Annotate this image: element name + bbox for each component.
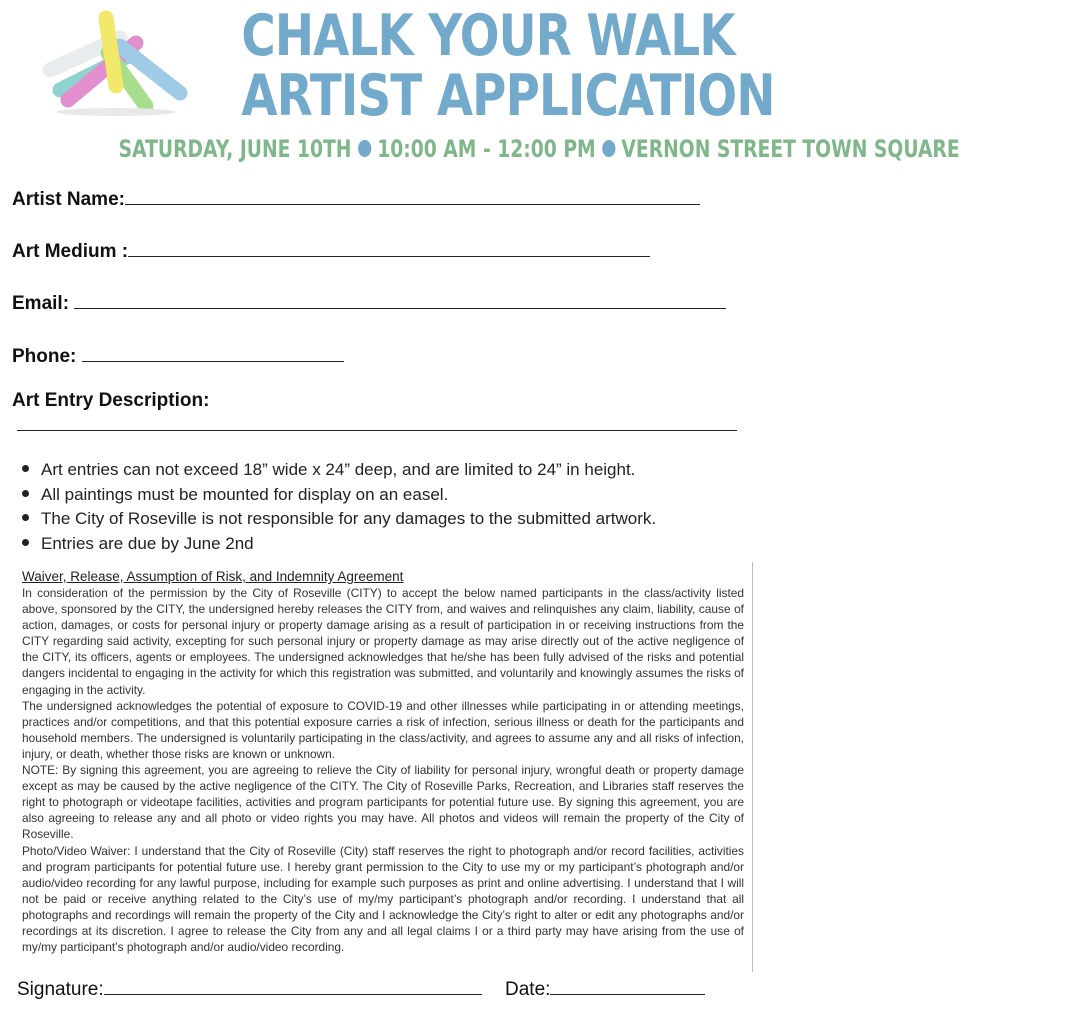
bullet-icon bbox=[22, 539, 29, 546]
title-line-1: CHALK YOUR WALK bbox=[241, 3, 735, 69]
phone-field[interactable] bbox=[12, 345, 344, 368]
waiver-title: Waiver, Release, Assumption of Risk, and Indemnity Agreement bbox=[22, 569, 404, 584]
entry-rules-list bbox=[22, 458, 656, 556]
bullet-icon bbox=[22, 490, 29, 497]
title-line-2: ARTIST APPLICATION bbox=[241, 63, 775, 129]
artist-name-field[interactable] bbox=[12, 188, 700, 211]
artist-name-label: Artist Name: bbox=[12, 189, 125, 210]
waiver-paragraph: Photo/Video Waiver: I understand that the City of Roseville (City) staff reserves the right to photograph and/or record facilities, activities and program participants for potential future use. I hereby grant permission to the City to use my or my participant’s photograph and/or audio/video recording for any lawful purpose, including for example such purposes as print and online advertising. I understand that I will not be paid or receive anything related to the City’s use of my/my participant’s photograph and/or recording. I understand that all photographs and recordings will remain the property of the City and I acknowledge the City’s right to alter or edit any photographs and/or recordings at its discretion. I agree to release the City from any and all legal claims I or a third party may have arising from the use of my/my participant’s photograph and/or audio/video recording. bbox=[22, 843, 744, 955]
yellow-chalk-stick bbox=[106, 18, 116, 86]
art-entry-description-line[interactable] bbox=[17, 430, 737, 431]
email-label: Email: bbox=[12, 293, 70, 314]
waiver-paragraph: The undersigned acknowledges the potential of exposure to COVID-19 and other illnesses while participating in or attending meetings, practices and/or competitions, and that this potential exposure carries a risk of infection, serious illness or death for the participants and household members. The undersigned is voluntarily participating in the class/activity, and agrees to assume any and all risks of infection, injury, or death, whether those risks are known or unknown. bbox=[22, 698, 744, 761]
bullet-icon bbox=[22, 465, 29, 472]
signature-label: Signature: bbox=[17, 979, 104, 1000]
art-entry-description-label: Art Entry Description: bbox=[12, 390, 210, 411]
date-line[interactable] bbox=[550, 978, 705, 995]
separator-dot-icon bbox=[358, 140, 371, 157]
bullet-icon bbox=[22, 514, 29, 521]
email-field[interactable] bbox=[12, 292, 726, 315]
event-location: VERNON STREET TOWN SQUARE bbox=[621, 135, 960, 163]
list-item: Art entries can not exceed 18” wide x 24” deep, and are limited to 24” in height. bbox=[22, 458, 656, 483]
list-item: Entries are due by June 2nd bbox=[22, 532, 656, 557]
list-item: The City of Roseville is not responsible for any damages to the submitted artwork. bbox=[22, 507, 656, 532]
art-medium-label: Art Medium : bbox=[12, 241, 129, 262]
phone-label: Phone: bbox=[12, 346, 77, 367]
list-item: All paintings must be mounted for display on an easel. bbox=[22, 483, 656, 508]
separator-dot-icon bbox=[602, 140, 615, 157]
waiver-paragraph: In consideration of the permission by the City of Roseville (CITY) to accept the below named participants in the class/activity listed above, sponsored by the CITY, the undersigned hereby releases the CITY from, and waives and relinquishes any claim, liability, cause of action, damages, or costs for personal injury or property damage arising as a result of participation in or receiving instructions from the CITY regarding said activity, excepting for such personal injury or property damage as may arise directly out of the active negligence of the CITY, its officers, agents or employees. The undersigned acknowledges that he/she has been fully advised of the risks and potential dangers incidental to engaging in the activity for which this registration was submitted, and voluntarily and knowingly assumes the risks of engaging in the activity. bbox=[22, 586, 744, 697]
waiver-paragraph: NOTE: By signing this agreement, you are agreeing to relieve the City of liability for personal injury, wrongful death or property damage except as may be caused by the active negligence of the CITY. The City of Roseville Parks, Recreation, and Libraries staff reserves the right to photograph or videotape facilities, activities and program participants for potential future use. By signing this agreement, you are also agreeing to release any and all photo or video rights you may have. All photos and videos will remain the property of the City of Roseville. bbox=[22, 763, 744, 842]
chalk-illustration bbox=[28, 8, 198, 118]
event-info bbox=[0, 135, 960, 163]
artist-name-line[interactable] bbox=[125, 188, 700, 205]
event-date: SATURDAY, JUNE 10TH bbox=[118, 135, 352, 163]
waiver-border bbox=[752, 562, 753, 972]
signature-field[interactable] bbox=[17, 978, 482, 1001]
phone-line[interactable] bbox=[82, 345, 344, 362]
event-time: 10:00 AM - 12:00 PM bbox=[377, 135, 596, 163]
art-medium-line[interactable] bbox=[128, 240, 650, 257]
signature-line[interactable] bbox=[104, 978, 482, 995]
email-line[interactable] bbox=[74, 292, 726, 309]
date-label: Date: bbox=[505, 979, 551, 1000]
art-medium-field[interactable] bbox=[12, 240, 650, 263]
date-field[interactable] bbox=[505, 978, 705, 1001]
waiver-section bbox=[22, 568, 744, 955]
